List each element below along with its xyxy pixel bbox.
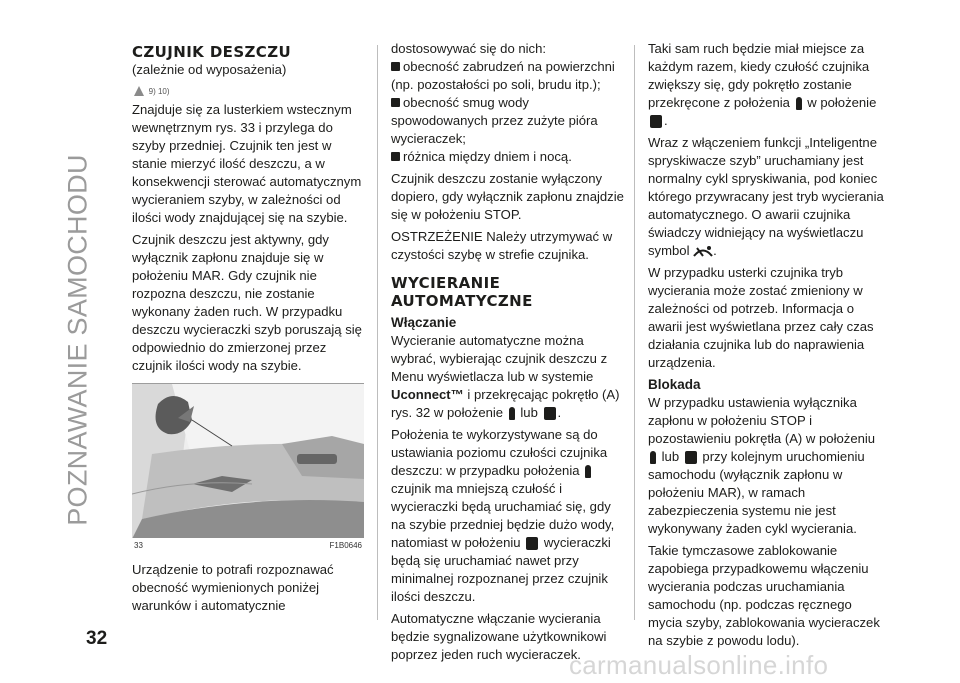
page-number: 32	[86, 628, 108, 649]
paragraph: dostosowywać się do nich:	[391, 41, 547, 56]
figure-code: F1B0646	[329, 541, 362, 550]
uconnect-label: Uconnect™	[391, 387, 464, 402]
side-section-title: POZNAWANIE SAMOCHODU	[62, 154, 93, 526]
paragraph: Znajduje się za lusterkiem wstecznym wewnętrznym rys. 33 i przylega do szyby przedniej. Czujnik ten jest w stanie mierzyć ilość deszczu, a w konsekwencji sterować automatycznym wycieraniem szyby, w zależności od ilości wody znajdującej się na szybie.	[132, 102, 362, 225]
column-divider	[634, 45, 635, 620]
paragraph: W przypadku ustawienia wyłącznika zapłonu w położeniu STOP i pozostawieniu pokrętła (A) w położeniu lub przy kolejnym uruchomieniu samochodu (wyłącznik zapłonu w położeniu MAR), w ramach zabezpieczenia systemu nie jest wykonywany żaden cykl wycierania.	[648, 395, 876, 536]
subtitle: (zależnie od wyposażenia)	[132, 62, 287, 77]
position-square-icon	[650, 115, 662, 128]
square-bullet-icon	[391, 62, 400, 71]
paragraph: Urządzenie to potrafi rozpoznawać obecność wymienionych poniżej warunków i automatycznie	[132, 562, 334, 613]
paragraph: Wraz z włączeniem funkcji „Inteligentne spryskiwacze szyb” uruchamiany jest normalny cykl spryskiwania, pod koniec którego przywracany jest tryb wycierania automatycznego. O awarii czujnika świadczy widniejący na wyświetlaczu symbol .	[648, 135, 884, 258]
position-square-icon	[685, 451, 697, 464]
warning-refs	[134, 81, 364, 99]
list-item: obecność smug wody spowodowanych przez zużyte pióra wycieraczek;	[391, 95, 598, 146]
square-bullet-icon	[391, 98, 400, 107]
figure-rain-sensor	[132, 383, 364, 538]
figure-caption	[132, 538, 364, 551]
position-knob-icon	[509, 407, 515, 420]
warning-triangle-icon	[134, 86, 145, 96]
position-square-icon	[526, 537, 538, 550]
paragraph: Automatyczne włączanie wycierania będzie sygnalizowane użytkownikowi poprzez jeden ruch wycieraczek.	[391, 611, 607, 662]
position-knob-icon	[650, 451, 656, 464]
column-1	[132, 40, 364, 619]
paragraph: Czujnik deszczu zostanie wyłączony dopiero, gdy wyłącznik zapłonu znajdzie się w położeniu STOP.	[391, 171, 624, 222]
section-heading-line1: WYCIERANIE	[391, 274, 501, 292]
list-item: różnica między dniem i nocą.	[391, 148, 627, 166]
square-bullet-icon	[391, 152, 400, 161]
paragraph: Taki sam ruch będzie miał miejsce za każdym razem, kiedy czułość czujnika zwiększy się, gdy pokrętło zostanie przekręcone z położenia w położenie .	[648, 41, 877, 128]
paragraph: Wycieranie automatyczne można wybrać, wybierając czujnik deszczu z Menu wyświetlacza lub w systemie Uconnect™ i przekręcając pokrętło (A) rys. 32 w położenie lub .	[391, 333, 620, 420]
position-knob-icon	[796, 97, 802, 110]
paragraph: Położenia te wykorzystywane są do ustawiania poziomu czułości czujnika deszczu: w przypadku położenia czujnik ma mniejszą czułość i wycieraczki będą uruchamiać się, gdy na szybie przedniej będzie dużo wody, natomiast w położeniu wycieraczki będą się uruchamiać nawet przy minimalnej rozpoznanej przez czujnik ilości deszczu.	[391, 427, 615, 604]
subheading-lock: Blokada	[648, 377, 701, 392]
list-item: obecność zabrudzeń na powierzchni (np. pozostałości po soli, brudu itp.);	[391, 59, 615, 92]
rain-sensor-illustration	[132, 384, 364, 538]
paragraph: Czujnik deszczu jest aktywny, gdy wyłącznik zapłonu znajduje się w położeniu MAR. Gdy czujnik nie rozpozna deszczu, nie zostanie wykonany żaden ruch. W przypadku deszczu wycieraczki szyb poruszają się odpowiednio do zmierzonej przez czujnik ilości wody na szybie.	[132, 232, 362, 373]
paragraph: OSTRZEŻENIE Należy utrzymywać w czystości szybę w strefie czujnika.	[391, 229, 613, 262]
section-heading-rain-sensor: CZUJNIK DESZCZU	[132, 43, 292, 61]
column-3	[648, 40, 884, 654]
column-divider	[377, 45, 378, 620]
paragraph: W przypadku usterki czujnika tryb wycierania może zostać zmieniony w zależności od potrzeb. Informacja o awarii jest wyświetlana przez cały czas działania czujnika lub do naprawienia urządzenia.	[648, 265, 874, 370]
column-2	[391, 40, 627, 668]
position-knob-icon	[585, 465, 591, 478]
watermark: carmanualsonline.info	[569, 650, 829, 680]
position-square-icon	[544, 407, 556, 420]
paragraph: Takie tymczasowe zablokowanie zapobiega przypadkowemu włączeniu wycierania podczas uruchamiania samochodu (np. podczas ręcznego mycia szyby, zablokowania wycieraczek na szybie z powodu lodu).	[648, 543, 880, 648]
wiper-fault-icon	[693, 245, 713, 259]
footnote-refs: 9) 10)	[148, 87, 170, 96]
figure-number: 33	[134, 541, 143, 550]
subheading-activation: Włączanie	[391, 315, 457, 330]
section-heading-line2: AUTOMATYCZNE	[391, 292, 533, 310]
